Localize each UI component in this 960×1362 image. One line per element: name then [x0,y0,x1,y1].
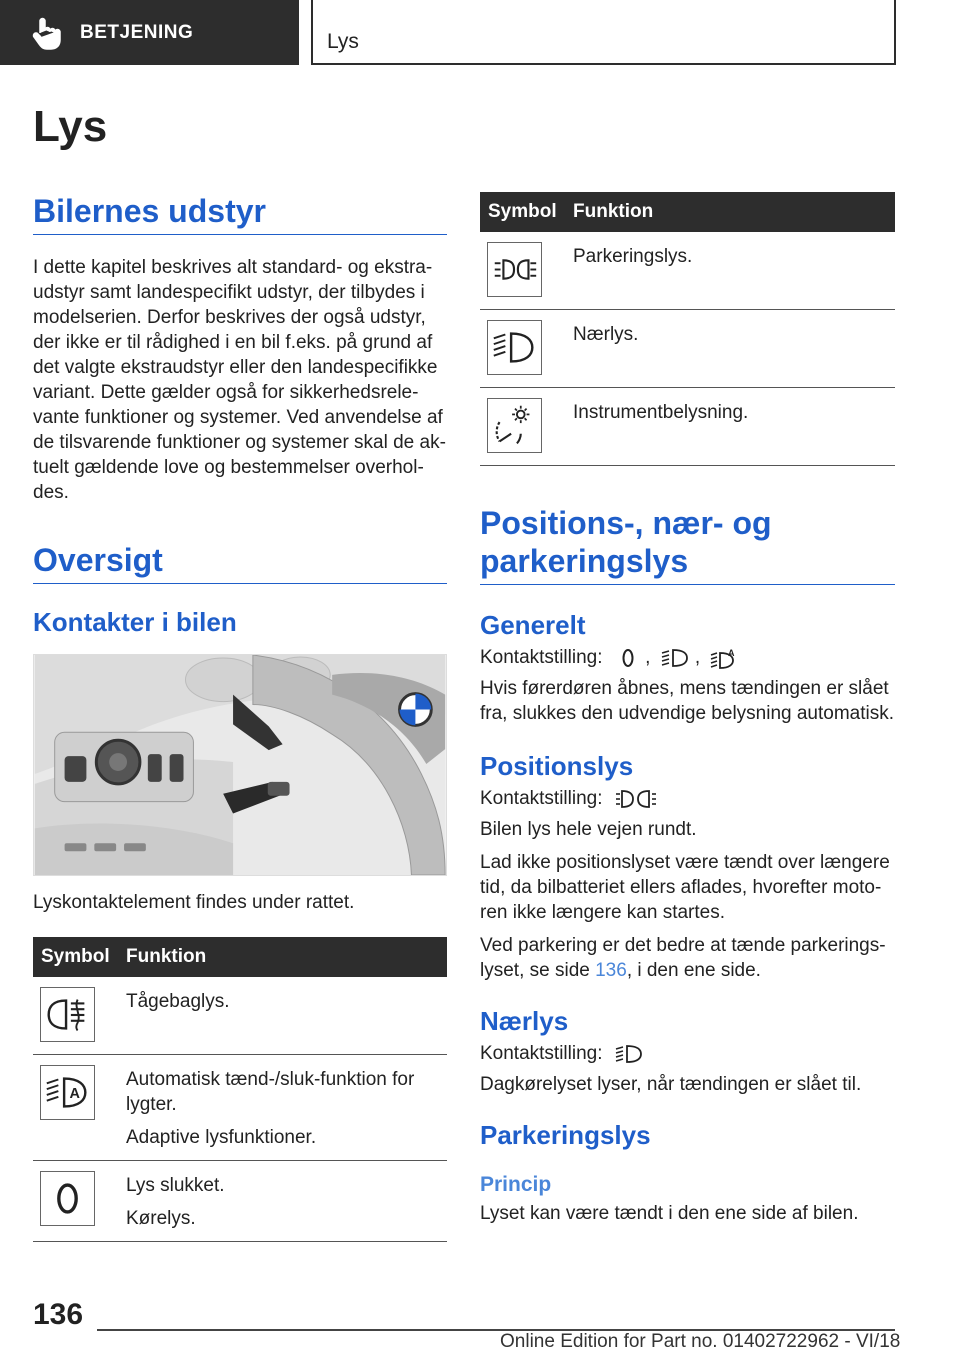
rear-fog-light-icon [40,987,95,1042]
parking-light-icon [614,787,664,811]
lights-off-icon [616,646,640,670]
position-text-1: Bilen lys hele vejen rundt. [480,819,697,840]
low-beam-switch-position [480,1041,895,1066]
image-caption: Lyskontaktelement findes under rattet. [33,892,355,913]
heading-switches: Kontakter i bilen [33,607,237,637]
header-chapter-label: Lys [327,30,359,53]
heading-principle: Princip [480,1173,552,1196]
equipment-text: I dette kapitel beskrives alt standard- og ekstra-udstyr samt landespecifikt udstyr, der tilbydes i modelserien. Derfor beskrives der også udstyr, der ikke er til rådighed i en bil f.eks. på grund af det valgte ekstraudstyr eller den landespecifikke variant. Dette gælder også for sikkerhedsrele-vante funktioner og systemer. Ved anvendelse af de tilsvarende funktioner og systemer skal de ak-tuelt gældende love og bestemmelser overhol-des. [33,257,446,503]
row-function-text: Kørelys. [126,1208,196,1229]
row-function-text: Nærlys. [573,324,639,345]
left-symbol-table [33,937,447,1242]
table-row [480,310,895,388]
row-function-text: Instrumentbelysning. [573,402,749,423]
heading-overview: Oversigt [33,541,447,584]
row-function-text: Lys slukket. [126,1175,225,1196]
principle-text: Lyset kan være tændt i den ene side af bilen. [480,1203,859,1224]
auto-headlight-icon [709,646,739,670]
switch-position-label: Kontaktstilling: [480,1043,603,1064]
table-row [33,1055,447,1161]
position-switch-position [480,786,895,811]
svg-text:A: A [69,1085,80,1102]
heading-low-beam: Nærlys [480,1006,569,1036]
switch-position-label: Kontaktstilling: [480,647,603,668]
heading-equipment: Bilernes udstyr [33,192,447,235]
table-header-symbol: Symbol [480,192,573,232]
right-column [480,192,895,1226]
table-header-function: Funktion [573,192,895,232]
page-title: Lys [33,102,108,151]
header-chapter-box [311,0,896,65]
row-function-text: Adaptive lysfunktioner. [126,1127,317,1148]
table-header-symbol: Symbol [33,937,126,977]
header-section-tab [0,0,299,65]
position-text-3-post: , i den ene side. [626,960,761,981]
page-number: 136 [33,1298,84,1331]
steering-wheel-light-switch-image [33,654,447,876]
table-row [33,977,447,1055]
heading-parking: Parkeringslys [480,1120,651,1150]
low-beam-icon [660,646,690,670]
hand-pointer-icon [26,13,66,53]
general-switch-position [480,645,895,670]
switch-position-label: Kontaktstilling: [480,788,603,809]
general-text: Hvis førerdøren åbnes, mens tændingen er slået fra, slukkes den udvendige belysning automatisk. [480,678,895,724]
low-beam-icon [487,320,542,375]
table-row [480,232,895,310]
separator: , [694,647,701,668]
heading-position-low-parking: Positions-, nær- og parkeringslys [480,504,895,585]
header-section-label: BETJENING [80,21,194,43]
table-row [480,388,895,466]
position-text-3 [480,933,895,983]
lights-off-icon [40,1171,95,1226]
position-text-3-pre: Ved parkering er det bedre at tænde parkerings-lyset, se side [480,935,886,981]
row-function-text: Tågebaglys. [126,991,230,1012]
row-function-text: Parkeringslys. [573,246,693,267]
table-row [33,1161,447,1242]
left-column [33,192,447,1242]
heading-position-lights: Positionslys [480,751,634,781]
heading-general: Generelt [480,610,586,640]
separator: , [645,647,651,668]
right-symbol-table [480,192,895,466]
low-beam-icon [614,1042,644,1066]
auto-headlight-icon [40,1065,95,1120]
row-function-text: Automatisk tænd-/sluk-funktion for lygter. [126,1069,415,1115]
parking-light-icon [487,242,542,297]
page-reference-link[interactable]: 136 [595,960,627,981]
svg-text:A: A [728,647,735,658]
footer-edition: Online Edition for Part no. 01402722962 - VI/18 [500,1331,901,1352]
instrument-lighting-icon [487,398,542,453]
position-text-2: Lad ikke positionslyset være tændt over længere tid, da bilbatteriet ellers aflades, hvorefter moto-ren ikke længere kan startes. [480,852,890,923]
table-header-function: Funktion [126,937,447,977]
low-beam-text: Dagkørelyset lyser, når tændingen er slået til. [480,1074,862,1095]
